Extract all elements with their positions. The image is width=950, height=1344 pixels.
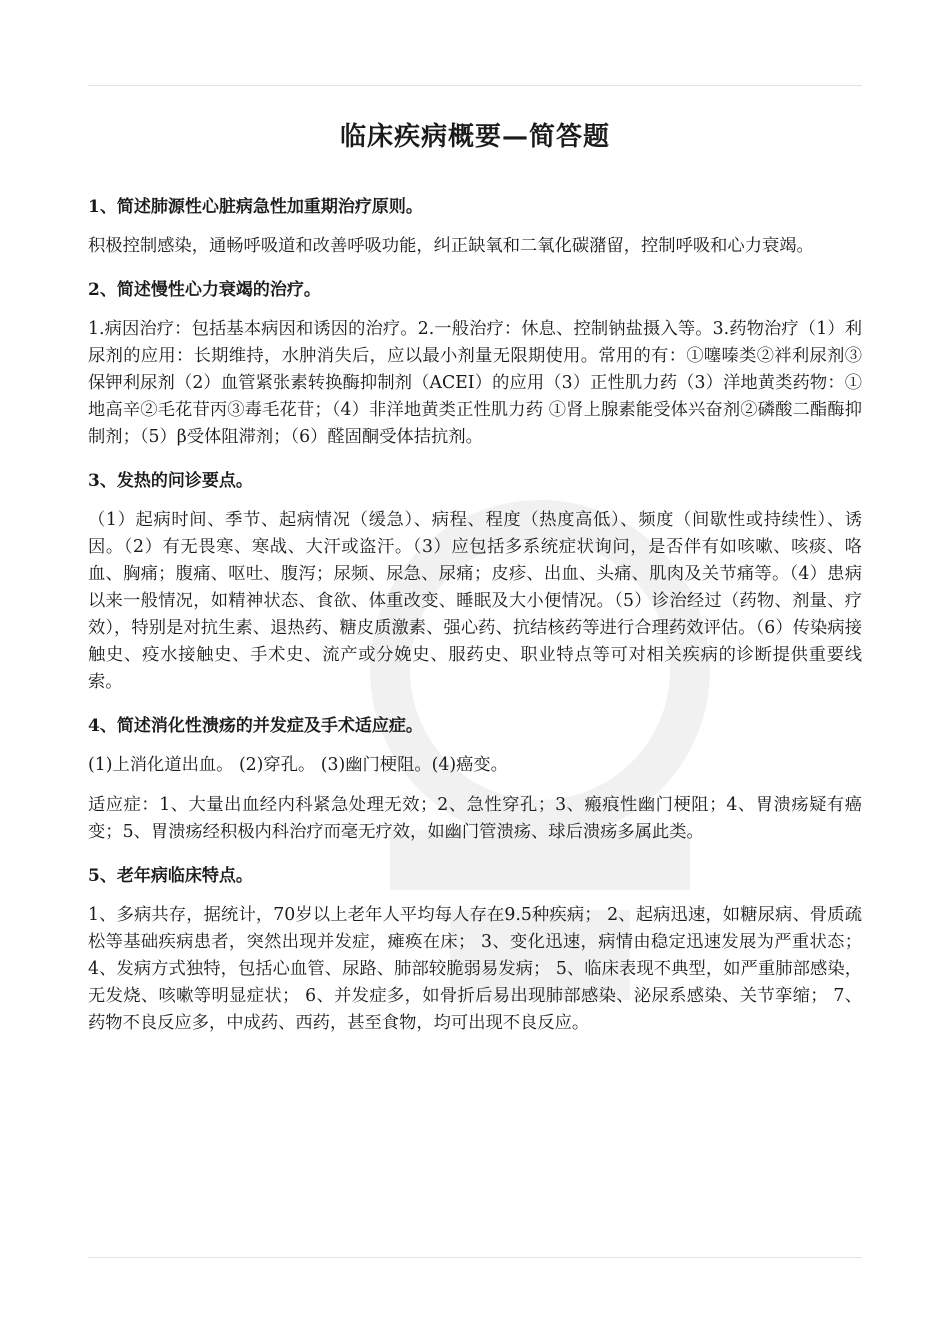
answer-paragraph: （1）起病时间、季节、起病情况（缓急）、病程、程度（热度高低）、频度（间歇性或持续性）、诱因。（2）有无畏寒、寒战、大汗或盗汗。（3）应包括多系统症状询问，是否伴有如咳嗽、咳痰、咯血、胸痛；腹痛、呕吐、腹泻；尿频、尿急、尿痛；皮疹、出血、头痛、肌肉及关节痛等。（4）患病以来一般情况，如精神状态、食欲、体重改变、睡眠及大小便情况。（5）诊治经过（药物、剂量、疗效），特别是对抗生素、退热药、糖皮质激素、强心药、抗结核药等进行合理药效评估。（6）传染病接触史、疫水接触史、手术史、流产或分娩史、服药史、职业特点等可对相关疾病的诊断提供重要线索。 <box>88 510 862 692</box>
answer-paragraph: (1)上消化道出血。 (2)穿孔。 (3)幽门梗阻。(4)癌变。 <box>88 755 508 775</box>
question-heading: 5、老年病临床特点。 <box>88 866 253 886</box>
question-heading: 2、简述慢性心力衰竭的治疗。 <box>88 280 321 300</box>
qa-content <box>88 194 862 1054</box>
page-title: 临床疾病概要—简答题 <box>339 122 610 152</box>
answer-paragraph: 1.病因治疗：包括基本病因和诱因的治疗。2.一般治疗：休息、控制钠盐摄入等。3.药物治疗（1）利尿剂的应用：长期维持，水肿消失后，应以最小剂量无限期使用。常用的有：①噻嗪类②袢利尿剂③保钾利尿剂（2）血管紧张素转换酶抑制剂（ACEI）的应用（3）正性肌力药（3）洋地黄类药物：①地高辛②毛花苷丙③毒毛花苷；（4）非洋地黄类正性肌力药 ①肾上腺素能受体兴奋剂②磷酸二酯酶抑制剂；（5）β受体阻滞剂；（6）醛固酮受体拮抗剂。 <box>88 319 862 447</box>
question-heading: 1、简述肺源性心脏病急性加重期治疗原则。 <box>88 197 423 217</box>
answer-paragraph: 适应症：1、大量出血经内科紧急处理无效；2、急性穿孔；3、瘢痕性幽门梗阻；4、胃溃疡疑有癌变；5、胃溃疡经积极内科治疗而毫无疗效，如幽门管溃疡、球后溃疡多属此类。 <box>88 795 862 842</box>
question-heading: 4、简述消化性溃疡的并发症及手术适应症。 <box>88 716 423 736</box>
top-divider <box>88 85 862 86</box>
answer-paragraph: 积极控制感染，通畅呼吸道和改善呼吸功能，纠正缺氧和二氧化碳潴留，控制呼吸和心力衰竭。 <box>88 236 814 256</box>
answer-paragraph: 1、多病共存，据统计，70岁以上老年人平均每人存在9.5种疾病； 2、起病迅速，如糖尿病、骨质疏松等基础疾病患者，突然出现并发症，瘫痪在床； 3、变化迅速，病情由稳定迅速发展为严重状态； 4、发病方式独特，包括心血管、尿路、肺部较脆弱易发病； 5、临床表现不典型，如严重肺部感染，无发烧、咳嗽等明显症状； 6、并发症多，如骨折后易出现肺部感染、泌尿系感染、关节挛缩； 7、药物不良反应多，中成药、西药，甚至食物，均可出现不良反应。 <box>88 905 862 1033</box>
bottom-divider <box>88 1257 862 1258</box>
question-heading: 3、发热的问诊要点。 <box>88 471 253 491</box>
